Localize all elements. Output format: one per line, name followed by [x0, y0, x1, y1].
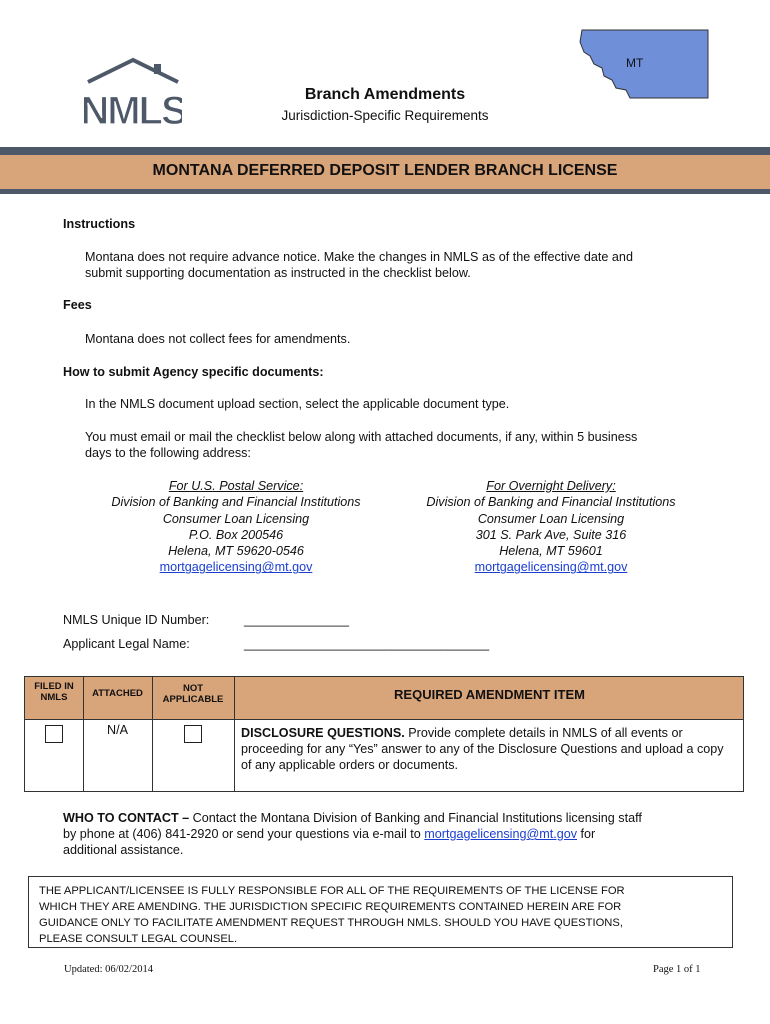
submit-heading: How to submit Agency specific documents:: [63, 365, 324, 379]
attached-value: N/A: [107, 723, 128, 737]
postal-email-link[interactable]: mortgagelicensing@mt.gov: [159, 560, 313, 575]
amendment-table: [24, 676, 744, 792]
not-applicable-checkbox[interactable]: [184, 725, 202, 743]
notice-line-1: THE APPLICANT/LICENSEE IS FULLY RESPONSIBLE FOR ALL OF THE REQUIREMENTS OF THE LICENSE FOR: [39, 885, 625, 897]
postal-heading: For U.S. Postal Service:: [168, 479, 304, 493]
overnight-heading: For Overnight Delivery:: [486, 479, 616, 493]
map-label: MT: [626, 56, 644, 70]
license-title: MONTANA DEFERRED DEPOSIT LENDER BRANCH LICENSE: [152, 162, 618, 179]
fees-text: Montana does not collect fees for amendments.: [85, 332, 351, 346]
contact-line-2: [63, 826, 595, 842]
postal-line-3: P.O. Box 200546: [188, 527, 284, 542]
legal-notice-box: [28, 876, 733, 948]
col-attached-header: ATTACHED: [92, 688, 143, 699]
banner-bottom-stripe: [0, 189, 770, 194]
page-number: Page 1 of 1: [653, 964, 701, 975]
col-not-applicable-header: NOT APPLICABLE: [162, 683, 224, 705]
legal-name-field[interactable]: ___________________________________: [244, 637, 490, 651]
page-title: Branch Amendments: [304, 86, 466, 103]
overnight-address: [386, 478, 716, 576]
postal-line-1: Division of Banking and Financial Institutions: [111, 495, 361, 510]
disclosure-text: Provide complete details in NMLS of all events or proceeding for any “Yes” answer to any of the Disclosure Questions and upload a copy of any applicable orders or documents.: [241, 726, 724, 772]
contact-line-1: [63, 810, 642, 826]
submit-para-1: In the NMLS document upload section, select the applicable document type.: [85, 397, 510, 411]
fees-heading: Fees: [63, 298, 92, 312]
postal-address: [71, 478, 401, 576]
postal-line-2: Consumer Loan Licensing: [162, 511, 310, 526]
instructions-line-1: Montana does not require advance notice. Make the changes in NMLS as of the effective date and: [85, 250, 633, 264]
instructions-heading: Instructions: [63, 217, 136, 231]
overnight-line-1: Division of Banking and Financial Institutions: [426, 495, 676, 510]
banner-top-stripe: [0, 147, 770, 155]
notice-line-4: PLEASE CONSULT LEGAL COUNSEL.: [39, 933, 238, 945]
nmls-id-field[interactable]: _______________: [244, 613, 350, 627]
contact-email-link[interactable]: mortgagelicensing@mt.gov: [424, 827, 578, 841]
svg-text:NMLS: NMLS: [84, 89, 182, 132]
contact-text-1: Contact the Montana Division of Banking and Financial Institutions licensing staff: [189, 811, 642, 825]
filed-checkbox[interactable]: [45, 725, 63, 743]
instructions-line-2: submit supporting documentation as instructed in the checklist below.: [85, 266, 471, 280]
overnight-line-2: Consumer Loan Licensing: [477, 511, 625, 526]
contact-heading: WHO TO CONTACT –: [63, 811, 190, 825]
disclosure-item: [241, 725, 737, 773]
col-divider: [234, 677, 235, 791]
col-item-header: REQUIRED AMENDMENT ITEM: [394, 687, 585, 702]
contact-text-3: for: [577, 827, 596, 841]
disclosure-title: DISCLOSURE QUESTIONS.: [241, 726, 405, 740]
overnight-line-3: 301 S. Park Ave, Suite 316: [475, 527, 627, 542]
notice-line-2: WHICH THEY ARE AMENDING. THE JURISDICTION SPECIFIC REQUIREMENTS CONTAINED HEREIN ARE FOR: [39, 901, 622, 913]
submit-para-2-line-2: days to the following address:: [85, 446, 251, 460]
overnight-line-4: Helena, MT 59601: [499, 544, 603, 559]
postal-line-4: Helena, MT 59620-0546: [168, 544, 304, 559]
submit-para-2-line-1: You must email or mail the checklist below along with attached documents, if any, within 5 business: [85, 430, 638, 444]
contact-line-3: additional assistance.: [63, 843, 184, 857]
nmls-id-label: NMLS Unique ID Number:: [63, 613, 210, 627]
updated-date: Updated: 06/02/2014: [64, 964, 153, 975]
overnight-email-link[interactable]: mortgagelicensing@mt.gov: [474, 560, 628, 575]
notice-line-3: GUIDANCE ONLY TO FACILITATE AMENDMENT REQUEST THROUGH NMLS. SHOULD YOU HAVE QUESTIONS,: [39, 917, 623, 929]
legal-name-label: Applicant Legal Name:: [63, 637, 190, 651]
page-subtitle: Jurisdiction-Specific Requirements: [281, 108, 489, 123]
col-filed-header: FILED IN NMLS: [34, 681, 74, 703]
contact-text-2: by phone at (406) 841-2920 or send your questions via e-mail to: [63, 827, 425, 841]
